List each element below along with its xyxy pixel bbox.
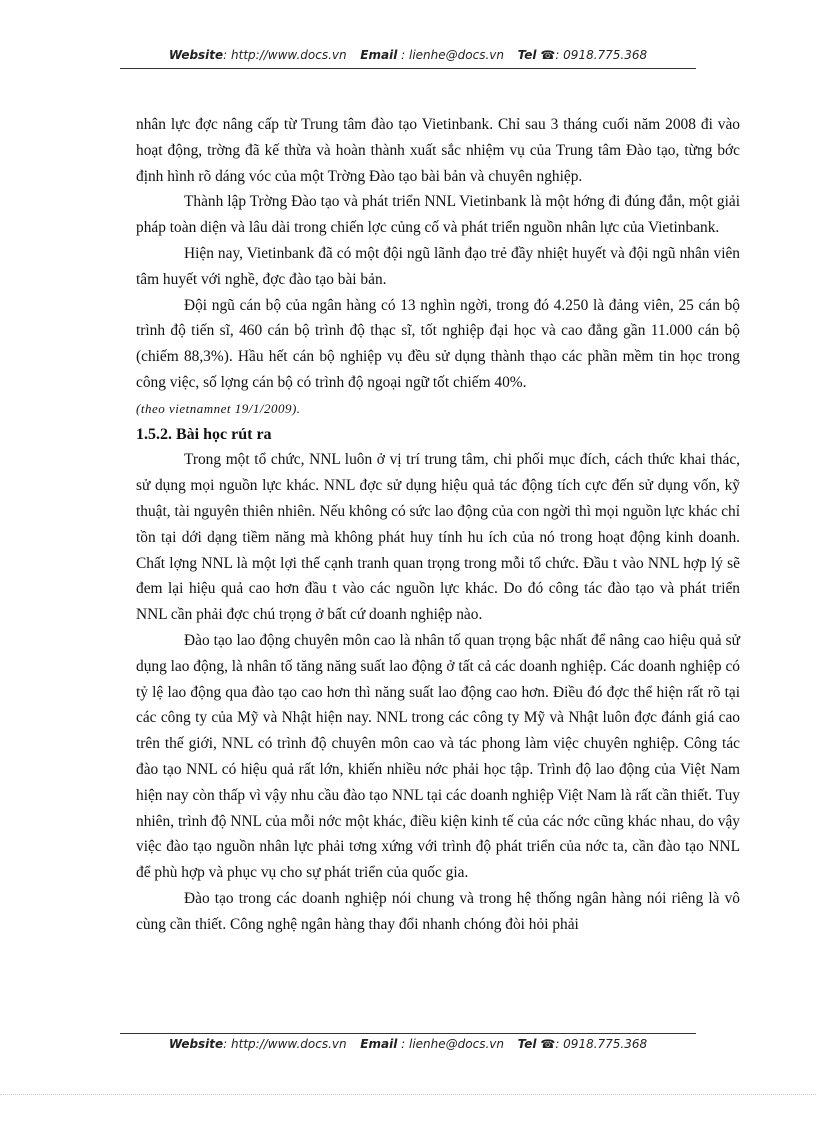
header-email-label: Email bbox=[360, 48, 398, 62]
page-bottom-dotted-line bbox=[0, 1094, 816, 1095]
footer-tel-label: Tel bbox=[517, 1037, 537, 1051]
header-tel-label: Tel bbox=[517, 48, 537, 62]
page-footer bbox=[0, 1037, 816, 1051]
phone-icon: ☎ bbox=[540, 1037, 556, 1051]
footer-tel-value: : 0918.775.368 bbox=[555, 1037, 648, 1051]
phone-icon: ☎ bbox=[540, 48, 556, 62]
body-text bbox=[136, 112, 740, 938]
section-heading: 1.5.2. Bài học rút ra bbox=[136, 425, 272, 443]
footer-website-label: Website bbox=[168, 1037, 224, 1051]
paragraph-4: Đội ngũ cán bộ của ngân hàng có 13 nghìn ngời, trong đó 4.250 là đảng viên, 25 cán bộ trình độ tiến sĩ, 460 cán bộ trình độ thạc sĩ, tốt nghiệp đại học và cao đẳng gần 11.000 cán bộ (chiếm 88,3%). Hầu hết cán bộ nghiệp vụ đều sử dụng thành thạo các phần mềm tin học trong công việc, số lợng cán bộ có trình độ ngoại ngữ tốt chiếm 40%. bbox=[136, 296, 740, 391]
header-website-value: : http://www.docs.vn bbox=[223, 48, 347, 62]
page-header bbox=[0, 48, 816, 62]
source-citation: (theo vietnamnet 19/1/2009). bbox=[136, 400, 301, 416]
footer-website-value: : http://www.docs.vn bbox=[223, 1037, 347, 1051]
paragraph-6: Đào tạo lao động chuyên môn cao là nhân tố quan trọng bậc nhất để nâng cao hiệu quả sử dụng lao động, là nhân tố tăng năng suất lao động ở tất cả các doanh nghiệp. Các doanh nghiệp có tỷ lệ lao động qua đào tạo cao hơn thì năng suất lao động cao hơn. Điều đó đợc thể hiện rất rõ tại các công ty của Mỹ và Nhật hiện nay. NNL trong các công ty Mỹ và Nhật luôn đợc đánh giá cao trên thế giới, NNL có trình độ chuyên môn cao và tác phong làm việc chuyên nghiệp. Công tác đào tạo NNL có hiệu quả rất lớn, khiến nhiều nớc phải học tập. Trình độ lao động của Việt Nam hiện nay còn thấp vì vậy nhu cầu đào tạo NNL tại các doanh nghiệp Việt Nam là rất cần thiết. Tuy nhiên, trình độ NNL của mỗi nớc một khác, điều kiện kinh tế của các nớc cũng khác nhau, do vậy việc đào tạo nguồn nhân lực phải tơng xứng với trình độ phát triển của nớc ta, cần đào tạo NNL để phù hợp và phục vụ cho sự phát triển của quốc gia. bbox=[136, 631, 740, 882]
header-website-label: Website bbox=[168, 48, 224, 62]
paragraph-5: Trong một tổ chức, NNL luôn ở vị trí trung tâm, chi phối mục đích, cách thức khai thác, sử dụng mọi nguồn lực khác. NNL đợc sử dụng hiệu quả tác động tích cực đến sử dụng vốn, kỹ thuật, tài nguyên thiên nhiên. Nếu không có sức lao động của con ngời thì mọi nguồn lực khác chỉ tồn tại dới dạng tiềm năng mà không phát huy tính hu ích của nó trong hoạt động kinh doanh. Chất lợng NNL là một lợi thế cạnh tranh quan trọng trong mỗi tổ chức. Đầu t vào NNL hợp lý sẽ đem lại hiệu quả cao hơn đầu t vào các nguồn lực khác. Do đó công tác đào tạo và phát triển NNL cần phải đợc chú trọng ở bất cứ doanh nghiệp nào. bbox=[136, 451, 740, 624]
header-tel-value: : 0918.775.368 bbox=[555, 48, 648, 62]
footer-email-label: Email bbox=[360, 1037, 398, 1051]
footer-email-value: : lienhe@docs.vn bbox=[401, 1037, 504, 1051]
header-rule bbox=[120, 68, 696, 69]
paragraph-1: nhân lực đợc nâng cấp từ Trung tâm đào tạo Vietinbank. Chỉ sau 3 tháng cuối năm 2008 đi vào hoạt động, trờng đã kế thừa và hoàn thành xuất sắc nhiệm vụ của Trung tâm Đào tạo, từng bớc định hình rõ dáng vóc của một Trờng Đào tạo bài bản và chuyên nghiệp. bbox=[136, 116, 740, 185]
header-email-value: : lienhe@docs.vn bbox=[401, 48, 504, 62]
footer-rule bbox=[120, 1033, 696, 1034]
paragraph-3: Hiện nay, Vietinbank đã có một đội ngũ lãnh đạo trẻ đầy nhiệt huyết và đội ngũ nhân viên tâm huyết với nghề, đợc đào tạo bài bản. bbox=[136, 244, 740, 288]
paragraph-7: Đào tạo trong các doanh nghiệp nói chung và trong hệ thống ngân hàng nói riêng là vô cùng cần thiết. Công nghệ ngân hàng thay đổi nhanh chóng đòi hỏi phải bbox=[136, 889, 740, 933]
paragraph-2: Thành lập Trờng Đào tạo và phát triển NNL Vietinbank là một hớng đi đúng đắn, một giải pháp toàn diện và lâu dài trong chiến lợc củng cố và phát triển nguồn nhân lực của Vietinbank. bbox=[136, 193, 740, 237]
